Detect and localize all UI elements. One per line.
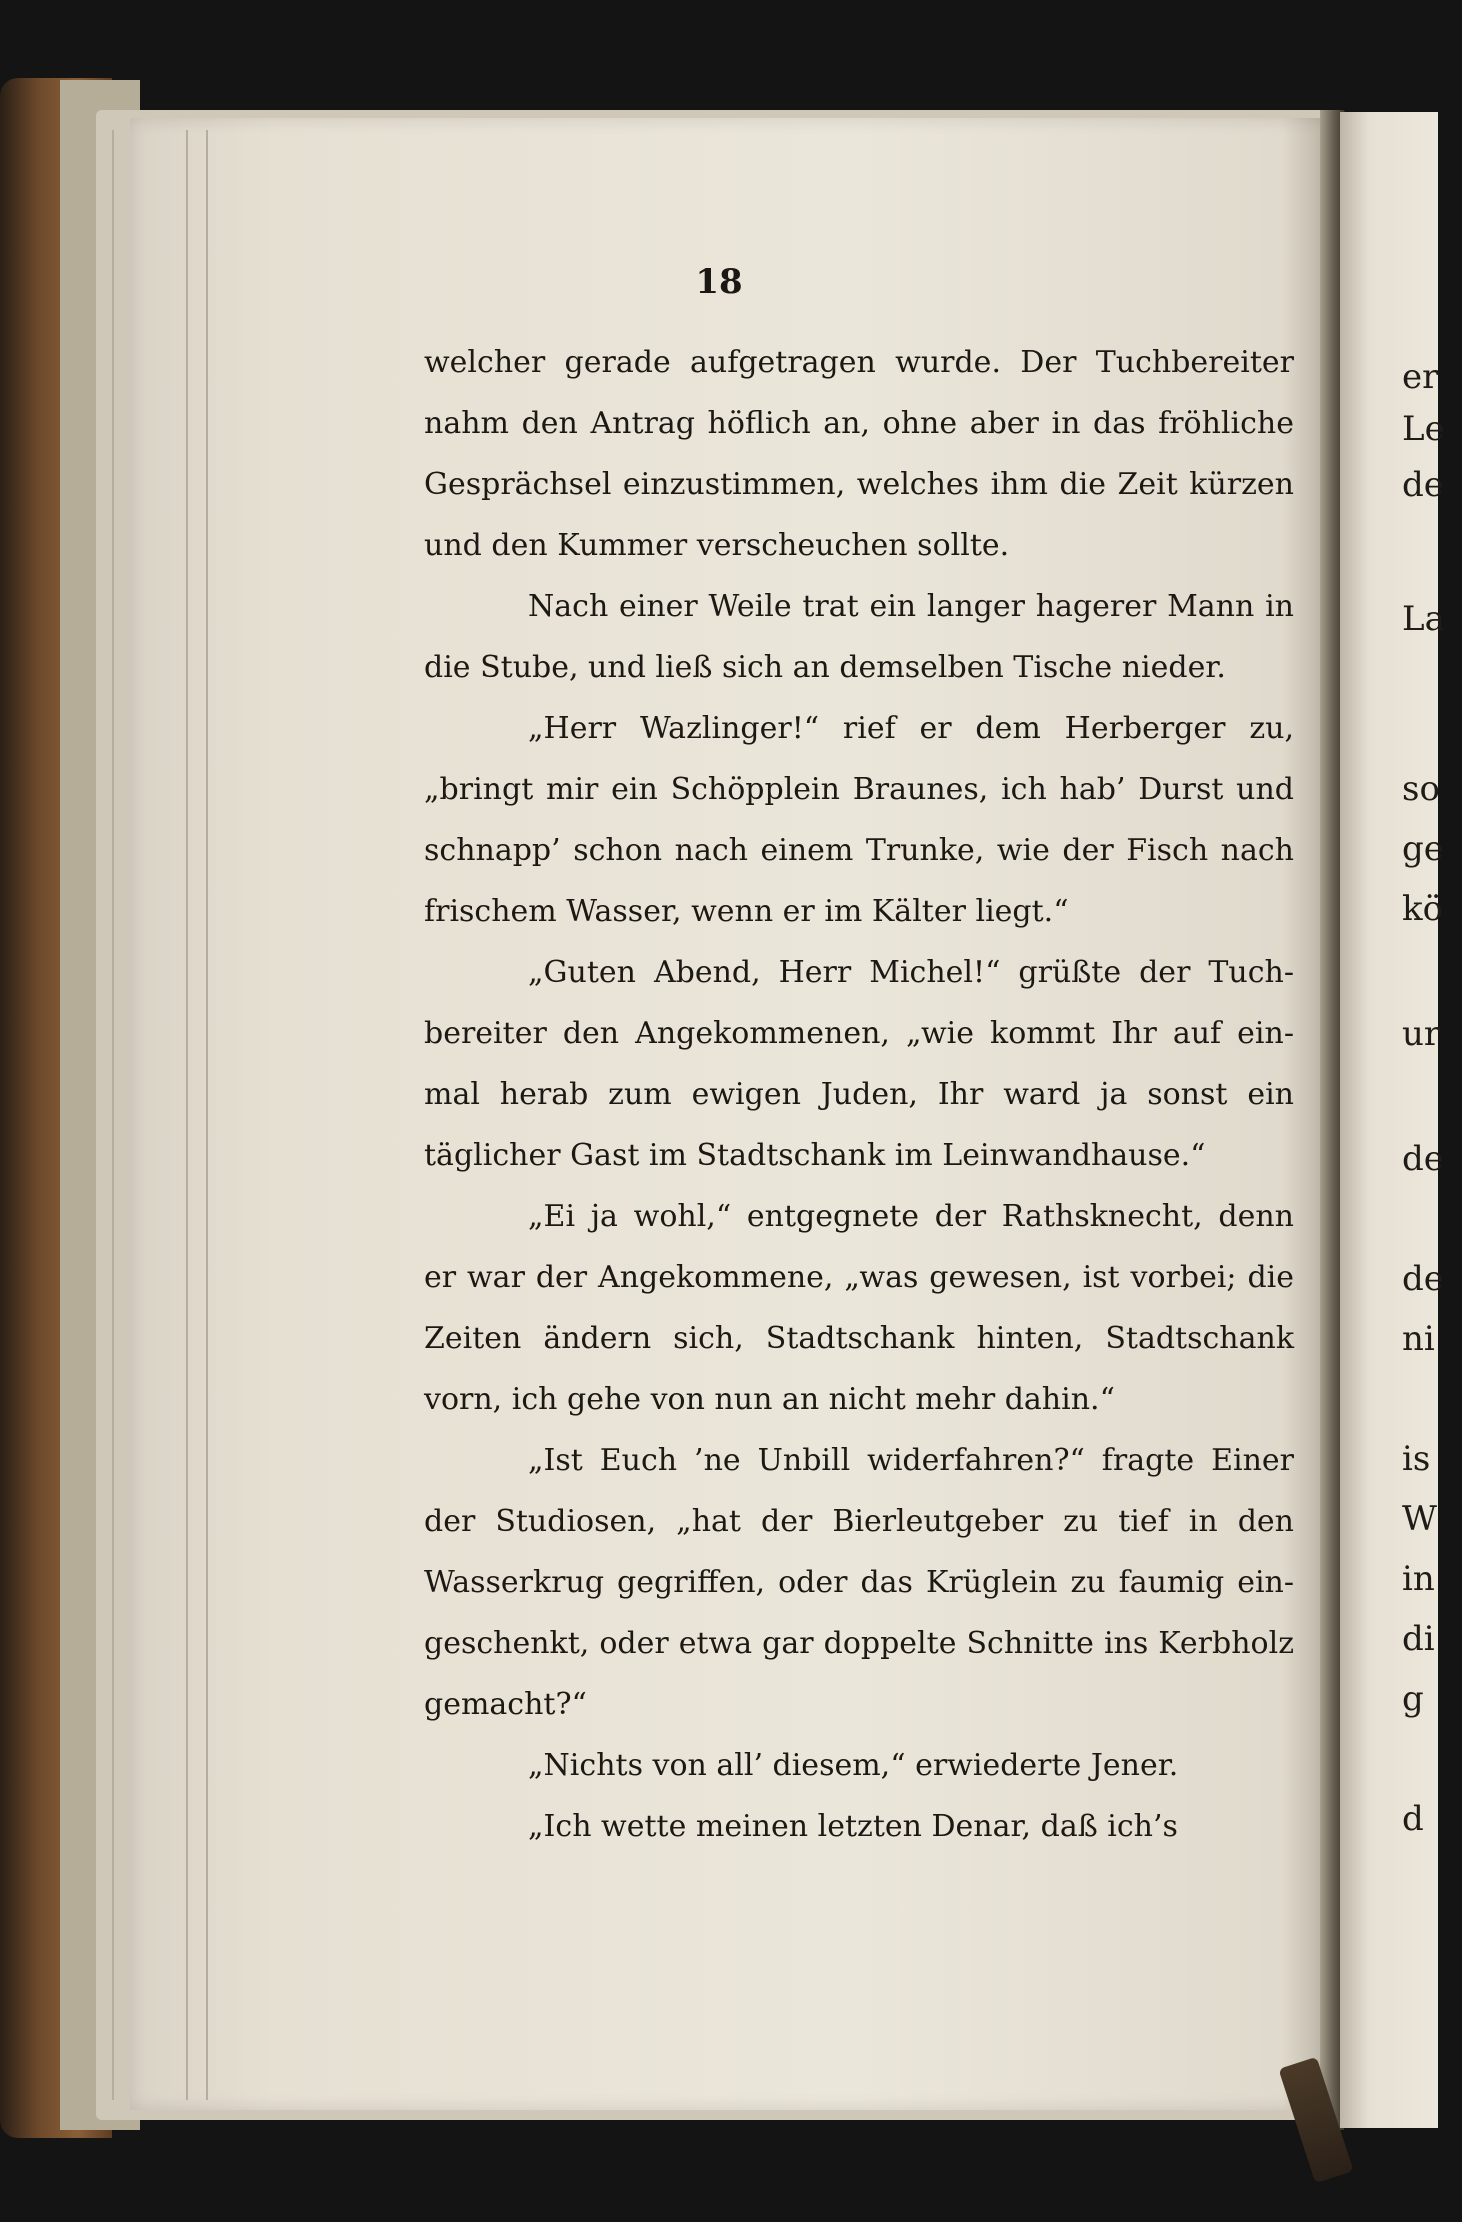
page-edge-line — [186, 130, 188, 2100]
paragraph: „Herr Wazlinger!“ rief er dem Herberger zu, „bringt mir ein Schöpplein Braunes, ich hab’ Durst und schnapp’ schon nach einem Trunke, wie der Fisch nach frischem Wasser, wenn er im Kälter liegt.“ — [424, 711, 1294, 929]
facing-page-fragment: di — [1402, 1619, 1435, 1659]
paragraph: Nach einer Weile trat ein langer hagerer Mann in die Stube, und ließ sich an demselben Tische nieder. — [424, 589, 1294, 685]
facing-page-fragment: La — [1402, 599, 1445, 639]
facing-page-fragment: W — [1402, 1499, 1437, 1539]
paragraph: „Ist Euch ’ne Unbill widerfahren?“ fragte Einer der Studiosen, „hat der Bierleutgeber zu tief in den Wasserkrug gegriffen, oder das Krüglein zu faumig eingeschenkt, oder etwa gar doppelte Schnitte ins Kerbholz gemacht?“ — [424, 1443, 1294, 1722]
paragraph: „Ich wette meinen letzten Denar, daß ich’s — [528, 1809, 1178, 1844]
facing-page — [1340, 112, 1445, 2128]
facing-page-fragment: de — [1402, 465, 1444, 505]
paragraph: welcher gerade aufgetragen wurde. Der Tuchbereiter nahm den Antrag höflich an, ohne aber in das fröhliche Gesprächsel einzustimmen, welches ihm die Zeit kürzen und den Kummer verscheuchen sollte. — [424, 345, 1294, 563]
facing-page-fragment: Le — [1402, 409, 1445, 449]
facing-page-fragment: ge — [1402, 829, 1444, 869]
body-text — [424, 332, 1294, 1857]
paragraph: „Guten Abend, Herr Michel!“ grüßte der Tuchbereiter den Angekommenen, „wie kommt Ihr auf einmal herab zum ewigen Juden, Ihr ward ja sonst ein täglicher Gast im Stadtschank im Leinwandhause.“ — [424, 955, 1294, 1173]
facing-page-fragment: de — [1402, 1139, 1444, 1179]
facing-page-fragment: in — [1402, 1559, 1435, 1599]
facing-page-fragment: de — [1402, 1259, 1444, 1299]
page-edge-line — [206, 130, 208, 2100]
facing-page-fragment: d — [1402, 1799, 1424, 1839]
paragraph: „Nichts von all’ diesem,“ erwiederte Jener. — [528, 1748, 1179, 1783]
page-number: 18 — [695, 262, 743, 302]
page-edge-line — [112, 130, 114, 2100]
facing-page-fragment: is — [1402, 1439, 1431, 1479]
facing-page-fragment: ur — [1402, 1014, 1441, 1054]
facing-page-fragment: so — [1402, 769, 1440, 809]
facing-page-fragment: kö — [1402, 889, 1444, 929]
facing-page-fragment: er — [1402, 357, 1439, 397]
facing-page-fragment: ni — [1402, 1319, 1435, 1359]
facing-page-fragment: g — [1402, 1679, 1424, 1719]
paragraph: „Ei ja wohl,“ entgegnete der Rathsknecht, denn er war der Angekommene, „was gewesen, ist vorbei; die Zeiten ändern sich, Stadtschank hinten, Stadtschank vorn, ich gehe von nun an nicht mehr dahin.“ — [424, 1199, 1294, 1417]
